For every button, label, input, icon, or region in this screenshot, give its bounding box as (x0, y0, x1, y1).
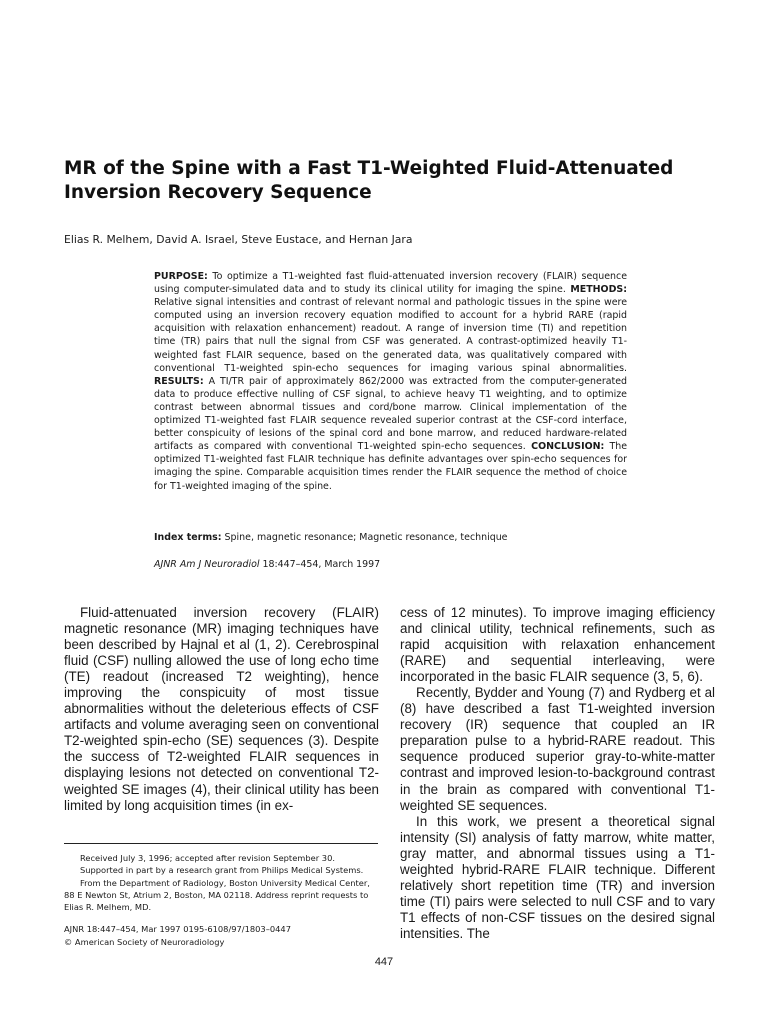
index-terms-label: Index terms: (154, 532, 222, 543)
abstract-conclusion-text: The optimized T1-weighted fast FLAIR technique has definite advantages over spin-echo sequences for imaging the spine. Comparable acquisition times render the FLAIR sequence the method of choice for T1-weighted imaging of the spine. (154, 441, 628, 492)
body-paragraph: In this work, we present a theoretical signal intensity (SI) analysis of fatty marrow, white matter, gray matter, and abnormal tissues using a T1-weighted hybrid-RARE FLAIR technique. Different relatively short repetition time (TR) and inversion time (TI) pairs were selected to null CSF and to vary T1 effects of non-CSF tissues on the desired signal intensities. The (400, 813, 715, 941)
index-terms-text: Spine, magnetic resonance; Magnetic resonance, technique (221, 532, 508, 543)
footnotes (64, 852, 380, 948)
body-column-left (64, 605, 379, 814)
abstract-purpose-text: To optimize a T1-weighted fast fluid-attenuated inversion recovery (FLAIR) sequence using computer-simulated data and to study its clinical utility for imaging the spine. (154, 271, 627, 296)
footnote-received: Received July 3, 1996; accepted after revision September 30. (80, 853, 335, 863)
journal-citation (154, 558, 627, 571)
abstract-results-label: RESULTS: (154, 375, 204, 387)
footnote-affiliation: From the Department of Radiology, Boston University Medical Center, 88 E Newton St, Atrium 2, Boston, MA 02118. Address reprint requests to Elias R. Melhem, MD. (64, 877, 370, 913)
index-terms (154, 531, 627, 544)
article-title: MR of the Spine with a Fast T1-Weighted Fluid-Attenuated Inversion Recovery Sequence (64, 158, 674, 203)
abstract-results-text: A TI/TR pair of approximately 862/2000 was extracted from the computer-generated data to produce effective nulling of CSF signal, to achieve heavy T1 weighting, and to optimize contrast between abnormal tissues and cord/bone marrow. Clinical implementation of the optimized T1-weighted fast FLAIR sequence revealed superior contrast at the CSF-cord interface, better conspicuity of lesions of the spinal cord and bone marrow, and reduced hardware-related artifacts as compared with conventional T1-weighted spin-echo sequences. (154, 375, 627, 453)
body-paragraph: Recently, Bydder and Young (7) and Rydberg et al (8) have described a fast T1-weighted inversion recovery (IR) sequence that coupled an IR preparation pulse to a hybrid-RARE readout. This sequence produced superior gray-to-white-matter contrast and improved lesion-to-background contrast in the brain as compared with conventional T1-weighted SE sequences. (400, 685, 715, 813)
body-column-right (400, 605, 715, 942)
citation-details: 18:447–454, March 1997 (259, 559, 381, 570)
abstract-methods-label: METHODS: (565, 284, 627, 296)
footnote-support: Supported in part by a research grant from Philips Medical Systems. (80, 865, 364, 876)
abstract (154, 270, 627, 493)
footnote-copyright: © American Society of Neuroradiology (64, 936, 225, 947)
citation-journal: AJNR Am J Neuroradiol (154, 559, 260, 570)
abstract-conclusion-label: CONCLUSION: (525, 441, 605, 453)
footnote-divider (64, 843, 378, 844)
abstract-methods-text: Relative signal intensities and contrast of relevant normal and pathologic tissues in the spine were computed using an inversion recovery equation modified to account for a hybrid RARE (rapid acquisition with relaxation enhancement) readout. A range of inversion time (TI) and repetition time (TR) pairs that null the signal from CSF was generated. A contrast-optimized heavily T1-weighted fast FLAIR sequence, based on the generated data, was qualitatively compared with conventional T1-weighted spin-echo sequences for imaging various spinal abnormalities. (154, 297, 627, 374)
body-paragraph: Fluid-attenuated inversion recovery (FLAIR) magnetic resonance (MR) imaging techniques have been described by Hajnal et al (1, 2). Cerebrospinal fluid (CSF) nulling allowed the use of long echo time (TE) readout (increased T2 weighting), hence improving the conspicuity of most tissue abnormalities without the deleterious effects of CSF artifacts and volume averaging seen on conventional T2-weighted spin-echo (SE) sequences (3). Despite the success of T2-weighted FLAIR sequences in displaying lesions not detected on conventional T2-weighted SE images (4), their clinical utility has been limited by long acquisition times (in ex- (64, 605, 379, 813)
page-number: 447 (374, 956, 394, 968)
body-paragraph: cess of 12 minutes). To improve imaging efficiency and clinical utility, technical refinements, such as rapid acquisition with relaxation enhancement (RARE) and sequential interleaving, were incorporated in the basic FLAIR sequence (3, 5, 6). (400, 605, 715, 685)
footnote-journal-ref: AJNR 18:447–454, Mar 1997 0195-6108/97/1803–0447 (64, 924, 291, 935)
author-list: Elias R. Melhem, David A. Israel, Steve Eustace, and Hernan Jara (64, 233, 413, 246)
abstract-purpose-label: PURPOSE: (154, 271, 208, 282)
